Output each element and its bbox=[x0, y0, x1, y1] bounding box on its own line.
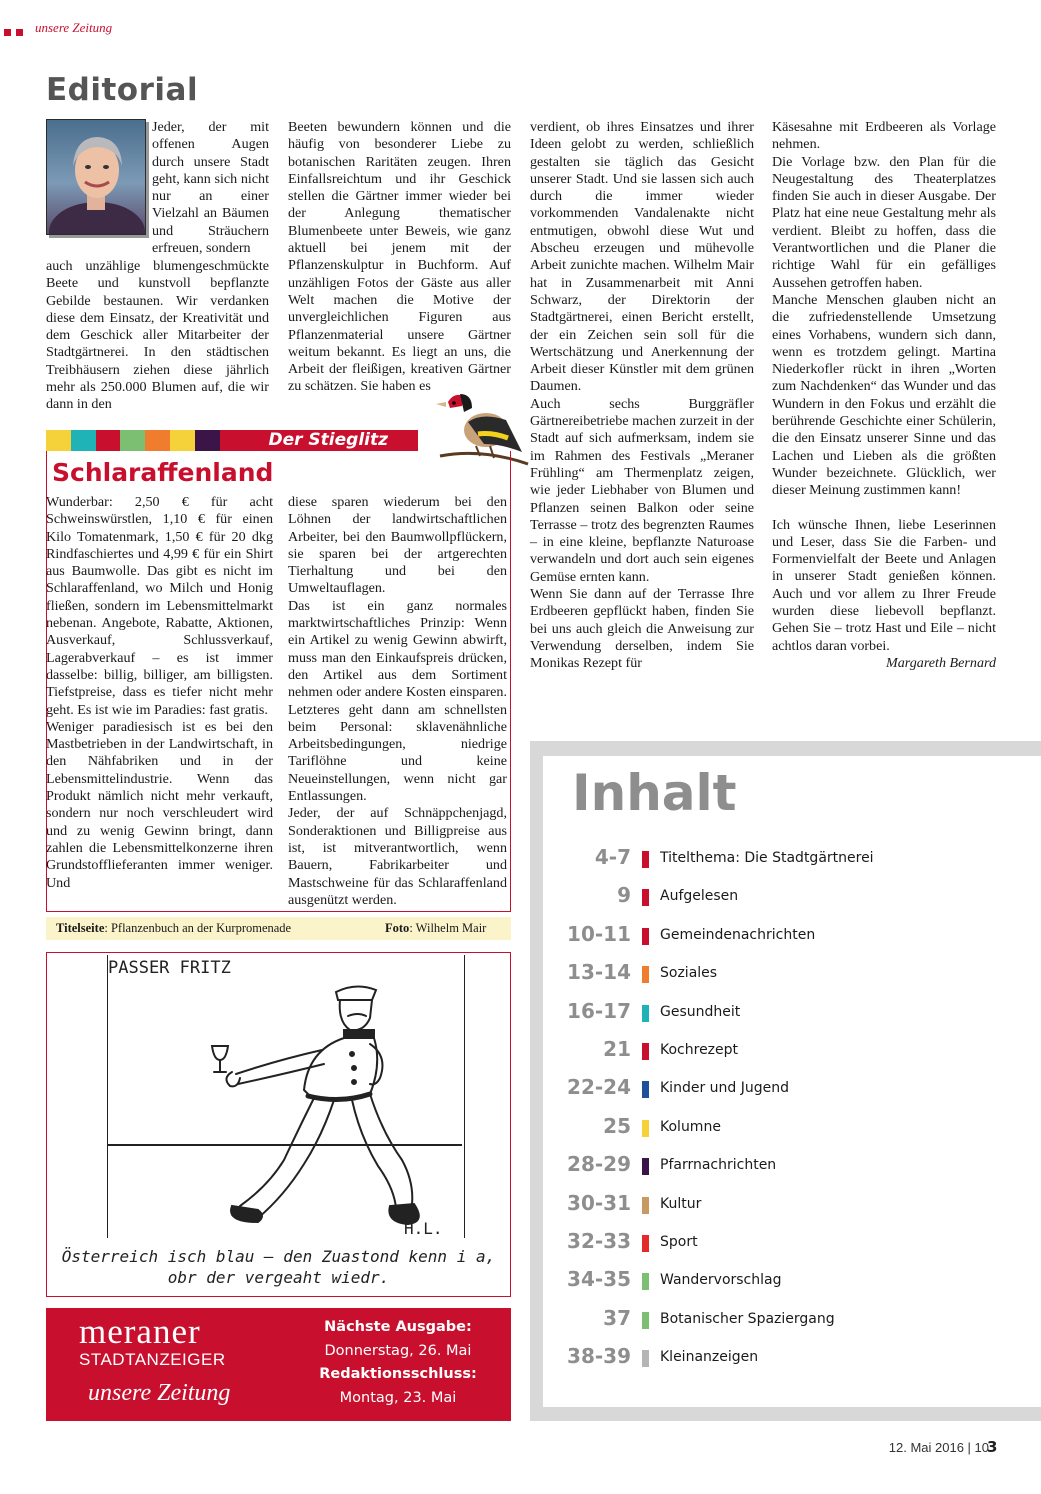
contents-item[interactable] bbox=[560, 1344, 1020, 1372]
schlaraffenland-title: Schlaraffenland bbox=[52, 458, 274, 487]
contents-item-pages: 9 bbox=[617, 883, 631, 908]
contents-item-pages: 30-31 bbox=[567, 1190, 631, 1215]
cartoon-caption bbox=[46, 1246, 511, 1288]
header-brand: unsere Zeitung bbox=[35, 20, 113, 35]
editorial-col3-p3: Wenn Sie dann auf der Terrasse Ihre Erdbeeren gepflückt haben, finden Sie bei uns auch gleich die Anweisung zur Verwendung derselben, indem Sie Monikas Rezept für bbox=[530, 586, 754, 672]
editorial-col1-intro: Jeder, der mit offenen Augen durch unsere Stadt geht, kann sich nicht nur an einer Vielzahl an Bäumen und Sträuchern erfreuen, sondern bbox=[152, 119, 269, 257]
contents-item[interactable] bbox=[560, 999, 1020, 1027]
contents-item-color-marker bbox=[642, 966, 649, 983]
contents-item-color-marker bbox=[642, 1081, 649, 1098]
photo-credit-label: Foto bbox=[385, 921, 410, 935]
contents-item-color-marker bbox=[642, 1005, 649, 1022]
next-issue-date: Donnerstag, 26. Mai bbox=[324, 1342, 472, 1359]
deadline-date: Montag, 23. Mai bbox=[339, 1389, 457, 1406]
header-mark bbox=[16, 29, 23, 36]
stieglitz-col1-p2: Weniger paradiesisch ist es bei den Mastbetrieben in der Landwirtschaft, in den Nähfabriken und in der Lebensmittelindustrie. Wenn das Produkt nämlich nicht mehr verkauft, sondern nur noch verschleudert wird und zu wenig Gewinn bringt, dann zahlen die Lebensmittelkonzerne ihren Grundstofflieferanten immer weniger. Und bbox=[46, 718, 273, 891]
contents-item-label: Botanischer Spaziergang bbox=[660, 1310, 835, 1327]
photo-credit-text: : Wilhelm Mair bbox=[409, 921, 487, 935]
contents-item-label: Sport bbox=[660, 1234, 698, 1250]
page-number: 3 bbox=[987, 1438, 998, 1456]
contents-item-color-marker bbox=[642, 889, 649, 906]
stieglitz-banner: Der Stieglitz bbox=[236, 430, 418, 451]
deadline-label: Redaktionsschluss: bbox=[319, 1366, 477, 1382]
contents-item-pages: 38-39 bbox=[567, 1344, 631, 1369]
contents-item-color-marker bbox=[642, 1158, 649, 1175]
contents-item[interactable] bbox=[560, 1267, 1020, 1295]
contents-item[interactable] bbox=[560, 1306, 1020, 1334]
editorial-signature: Margareth Bernard bbox=[886, 654, 996, 671]
contents-item-label: Kolumne bbox=[660, 1118, 721, 1135]
contents-item-label: Pfarrnachrichten bbox=[660, 1157, 777, 1174]
cartoon-signature: H.L. bbox=[404, 1219, 443, 1238]
editorial-col4-p1: Käsesahne mit Erdbeeren als Vorlage nehmen. bbox=[772, 119, 996, 153]
cartoon-title: PASSER FRITZ bbox=[108, 958, 231, 978]
contents-item-pages: 4-7 bbox=[594, 845, 631, 869]
contents-item-label: Titelthema: Die Stadtgärtnerei bbox=[660, 850, 874, 866]
contents-item-label: Soziales bbox=[660, 965, 718, 982]
editorial-col2 bbox=[288, 119, 511, 396]
footer-date: 12. Mai 2016 | 10 bbox=[888, 1440, 989, 1455]
contents-item[interactable] bbox=[560, 845, 1020, 873]
stieglitz-col2-p3: Jeder, der auf Schnäppchenjagd, Sonderaktionen und Billigpreise aus ist, ist mitverantwortlich, wenn Bauern, Fabrikarbeiter und Mastschweine für das Schlaraffenland ausgenützt werden. bbox=[288, 805, 507, 908]
contents-item-pages: 21 bbox=[603, 1037, 631, 1061]
editorial-col3-p2: Auch sechs Burggräfler Gärtnereibetriebe machen zurzeit in der Stadt auf sich aufmerksam, indem sie im Rahmen des Festivals „Meraner Frühling“ am Thermenplatz zeigen, wie jeder Liebhaber von Blumen und Pflanzen seinen Balkon oder seine Terrasse – trotz des begrenzten Raumes – in eine kleine, bepflanzte Naturoase verwandeln und dort auch sein eigenes Gemüse ernten kann. bbox=[530, 395, 754, 585]
editorial-col2-text: Beeten bewundern können und die häufig von besonderer Liebe zu botanischen Raritäten zeugen. Ihren Einfallsreichtum und ihr Geschick stellen die Gärtner immer wieder bei der Anlegung thematischer Blumenbeete unter Beweis, wie ganz aktuell bei jenem mit der Pflanzenskulptur in Buchform. Auf unzähligen Fotos der Gäste aus aller Welt machen die Motive der unvergleichlichen Figuren aus Pflanzenmaterial unsere Gärtner weitum bekannt. Es liegt an uns, die Arbeit der fleißigen, kreativen Gärtner zu schätzen. Sie haben es bbox=[288, 119, 511, 395]
editorial-col3 bbox=[530, 119, 754, 673]
ad-brand: meraner bbox=[79, 1312, 201, 1351]
contents-item-pages: 13-14 bbox=[567, 960, 631, 985]
cartoon-caption-line1: Österreich isch blau – den Zuastond kenn i a, bbox=[61, 1247, 496, 1266]
contents-item-label: Wandervorschlag bbox=[660, 1272, 782, 1289]
contents-item-color-marker bbox=[642, 1350, 649, 1367]
contents-title: Inhalt bbox=[572, 764, 737, 822]
editorial-col3-p1: verdient, ob ihres Einsatzes und ihrer Ideen gelobt zu werden, schließlich gestalten sie täglich das Gesicht unserer Stadt. Und sie lassen sich auch durch die immer wieder vorkommenden Vandalenakte nicht entmutigen, obwohl diese Wut und Abscheu erzeugen und mühevolle Arbeit zunichte machen. Wilhelm Mair hat in Zusammenarbeit mit Anni Schwarz, der Direktorin der Stadtgärtnerei, einen Bericht erstellt, der ein Zeichen sein soll für die Wertschätzung und Anerkennung der Arbeit dieser Künstler mit dem grünen Daumen. bbox=[530, 119, 754, 395]
contents-item-label: Kleinanzeigen bbox=[660, 1349, 759, 1366]
editorial-col4-p4: Ich wünsche Ihnen, liebe Leserinnen und Leser, dass Sie die Farben- und Formenvielfalt der Beete und Anlagen in unserer Stadt genießen können. Auch und vor allem zu Ihrer Freude wurden diese liebevoll bepflanzt. Gehen Sie – trotz Hast und Eile – nicht achtlos daran vorbei. bbox=[772, 516, 996, 654]
contents-item[interactable] bbox=[560, 1191, 1020, 1219]
contents-item[interactable] bbox=[560, 960, 1020, 988]
stieglitz-col2-p2: Das ist ein ganz normales marktwirtschaftliches Prinzip: Wenn ein Artikel zu wenig Gewinn abwirft, muss man den Einkaufspreis drücken, den Artikel aus dem Sortiment nehmen oder andere Kosten einsparen. Letzteres geht dann am schnellsten beim Personal: sklavenähnliche Arbeitsbedingungen, niedrige Tariflöhne und keine Neueinstellungen, wenn nicht gar Entlassungen. bbox=[288, 597, 507, 805]
contents-item-color-marker bbox=[642, 851, 649, 868]
ad-brand-uz: unsere Zeitung bbox=[88, 1380, 231, 1406]
editorial-col4-p2: Die Vorlage bzw. den Plan für die Neugestaltung des Theaterplatzes finden Sie auch in dieser Ausgabe. Der Platz hat eine neue Gestaltung mehr als verdient. Bleibt zu hoffen, dass die Verantwortlichen und die Planer die richtige Wahl für ein gefälliges Aussehen getroffen haben. bbox=[772, 153, 996, 291]
contents-item-pages: 28-29 bbox=[567, 1152, 631, 1177]
contents-item[interactable] bbox=[560, 883, 1020, 911]
contents-item[interactable] bbox=[560, 1075, 1020, 1103]
contents-item-pages: 10-11 bbox=[567, 921, 631, 946]
stieglitz-col1 bbox=[46, 494, 273, 892]
contents-item-color-marker bbox=[642, 928, 649, 945]
contents-item-label: Aufgelesen bbox=[660, 888, 739, 905]
contents-item[interactable] bbox=[560, 1229, 1020, 1257]
contents-item-color-marker bbox=[642, 1197, 649, 1214]
contents-item[interactable] bbox=[560, 1114, 1020, 1142]
editorial-col4 bbox=[772, 119, 996, 672]
contents-item-color-marker bbox=[642, 1043, 649, 1060]
stieglitz-col2 bbox=[288, 494, 507, 909]
contents-item-pages: 16-17 bbox=[567, 998, 631, 1023]
contents-item-pages: 34-35 bbox=[567, 1267, 631, 1292]
contents-item[interactable] bbox=[560, 922, 1020, 950]
contents-item-color-marker bbox=[642, 1120, 649, 1137]
ad-dates bbox=[306, 1316, 490, 1410]
ad-brand-sub: STADTANZEIGER bbox=[79, 1350, 226, 1369]
editorial-col4-p3: Manche Menschen glauben nicht an die zufriedenstellende Umsetzung eines Vorhabens, wundern sich dann, wenn es trotzdem gelingt. Martina Niederkofler rückt in ihren „Worten zum Nachdenken“ das Wunder und das Wundern in den Fokus und erzählt die berührende Geschichte einer Schülerin, die den Einsatz unserer Sinne und das Lachen und Lieben als die größten Wunder bezeichnete. Glücklich, wer dieser Meinung zustimmen kann! bbox=[772, 291, 996, 499]
cartoon-drawing bbox=[108, 960, 462, 1238]
contents-item-color-marker bbox=[642, 1235, 649, 1252]
author-photo bbox=[46, 119, 146, 235]
stieglitz-col1-p1: Wunderbar: 2,50 € für acht Schweinswürstlen, 1,10 € für einen Kilo Tomatenmark, 1,50 € für 20 dkg Rindfaschiertes und 4,99 € für ein Shirt aus Baumwolle. Das gibt es nicht im Schlaraffenland, wo Milch und Honig fließen, sondern im Lebensmittelmarkt nebenan. Angebote, Rabatte, Aktionen, Ausverkauf, Schlussverkauf, Lagerabverkauf – es ist immer dasselbe: billig, billiger, am billigsten. Tiefstpreise, dass es tiefer nicht mehr geht. Es ist wie im Paradies: fast gratis. bbox=[46, 494, 273, 718]
editorial-col1-rest: auch unzählige blumengeschmückte Beete und kunstvoll bepflanzte Gebilde bestaunen. Wir verdanken diese dem Einsatz, der Kreativität und dem Geschick aller Mitarbeiter der Stadtgärtnerei. In den städtischen Treibhäusern ziehen diese jährlich mehr als 250.000 Blumen auf, die wir dann in den bbox=[46, 258, 269, 413]
next-issue-label: Nächste Ausgabe: bbox=[324, 1319, 472, 1335]
cover-caption-text: : Pflanzenbuch an der Kurpromenade bbox=[104, 921, 292, 935]
contents-item-label: Gemeindenachrichten bbox=[660, 926, 816, 943]
contents-item-color-marker bbox=[642, 1273, 649, 1290]
contents-item-label: Kochrezept bbox=[660, 1042, 739, 1058]
cover-caption-label: Titelseite bbox=[56, 921, 105, 935]
contents-item[interactable] bbox=[560, 1152, 1020, 1180]
stieglitz-col2-p1: diese sparen wiederum bei den Löhnen der landwirtschaftlichen Arbeiter, bei den Baumwollpflückern, sie sparen bei der artgerechten Tierhaltung und bei den Umweltauflagen. bbox=[288, 494, 507, 597]
cover-caption-bar bbox=[46, 917, 511, 940]
cartoon-caption-line2: obr der vergeaht wiedr. bbox=[167, 1268, 390, 1287]
contents-item-color-marker bbox=[642, 1312, 649, 1329]
contents-item-pages: 32-33 bbox=[567, 1229, 631, 1253]
contents-item-label: Kultur bbox=[660, 1195, 702, 1212]
editorial-title: Editorial bbox=[46, 72, 199, 108]
contents-item-label: Kinder und Jugend bbox=[660, 1080, 789, 1097]
contents-item-label: Gesundheit bbox=[660, 1003, 741, 1020]
contents-item[interactable] bbox=[560, 1037, 1020, 1065]
contents-item-pages: 22-24 bbox=[567, 1075, 631, 1100]
contents-item-pages: 37 bbox=[603, 1305, 631, 1330]
next-issue-ad bbox=[46, 1308, 511, 1421]
contents-item-pages: 25 bbox=[603, 1113, 631, 1138]
header-mark bbox=[4, 29, 11, 36]
